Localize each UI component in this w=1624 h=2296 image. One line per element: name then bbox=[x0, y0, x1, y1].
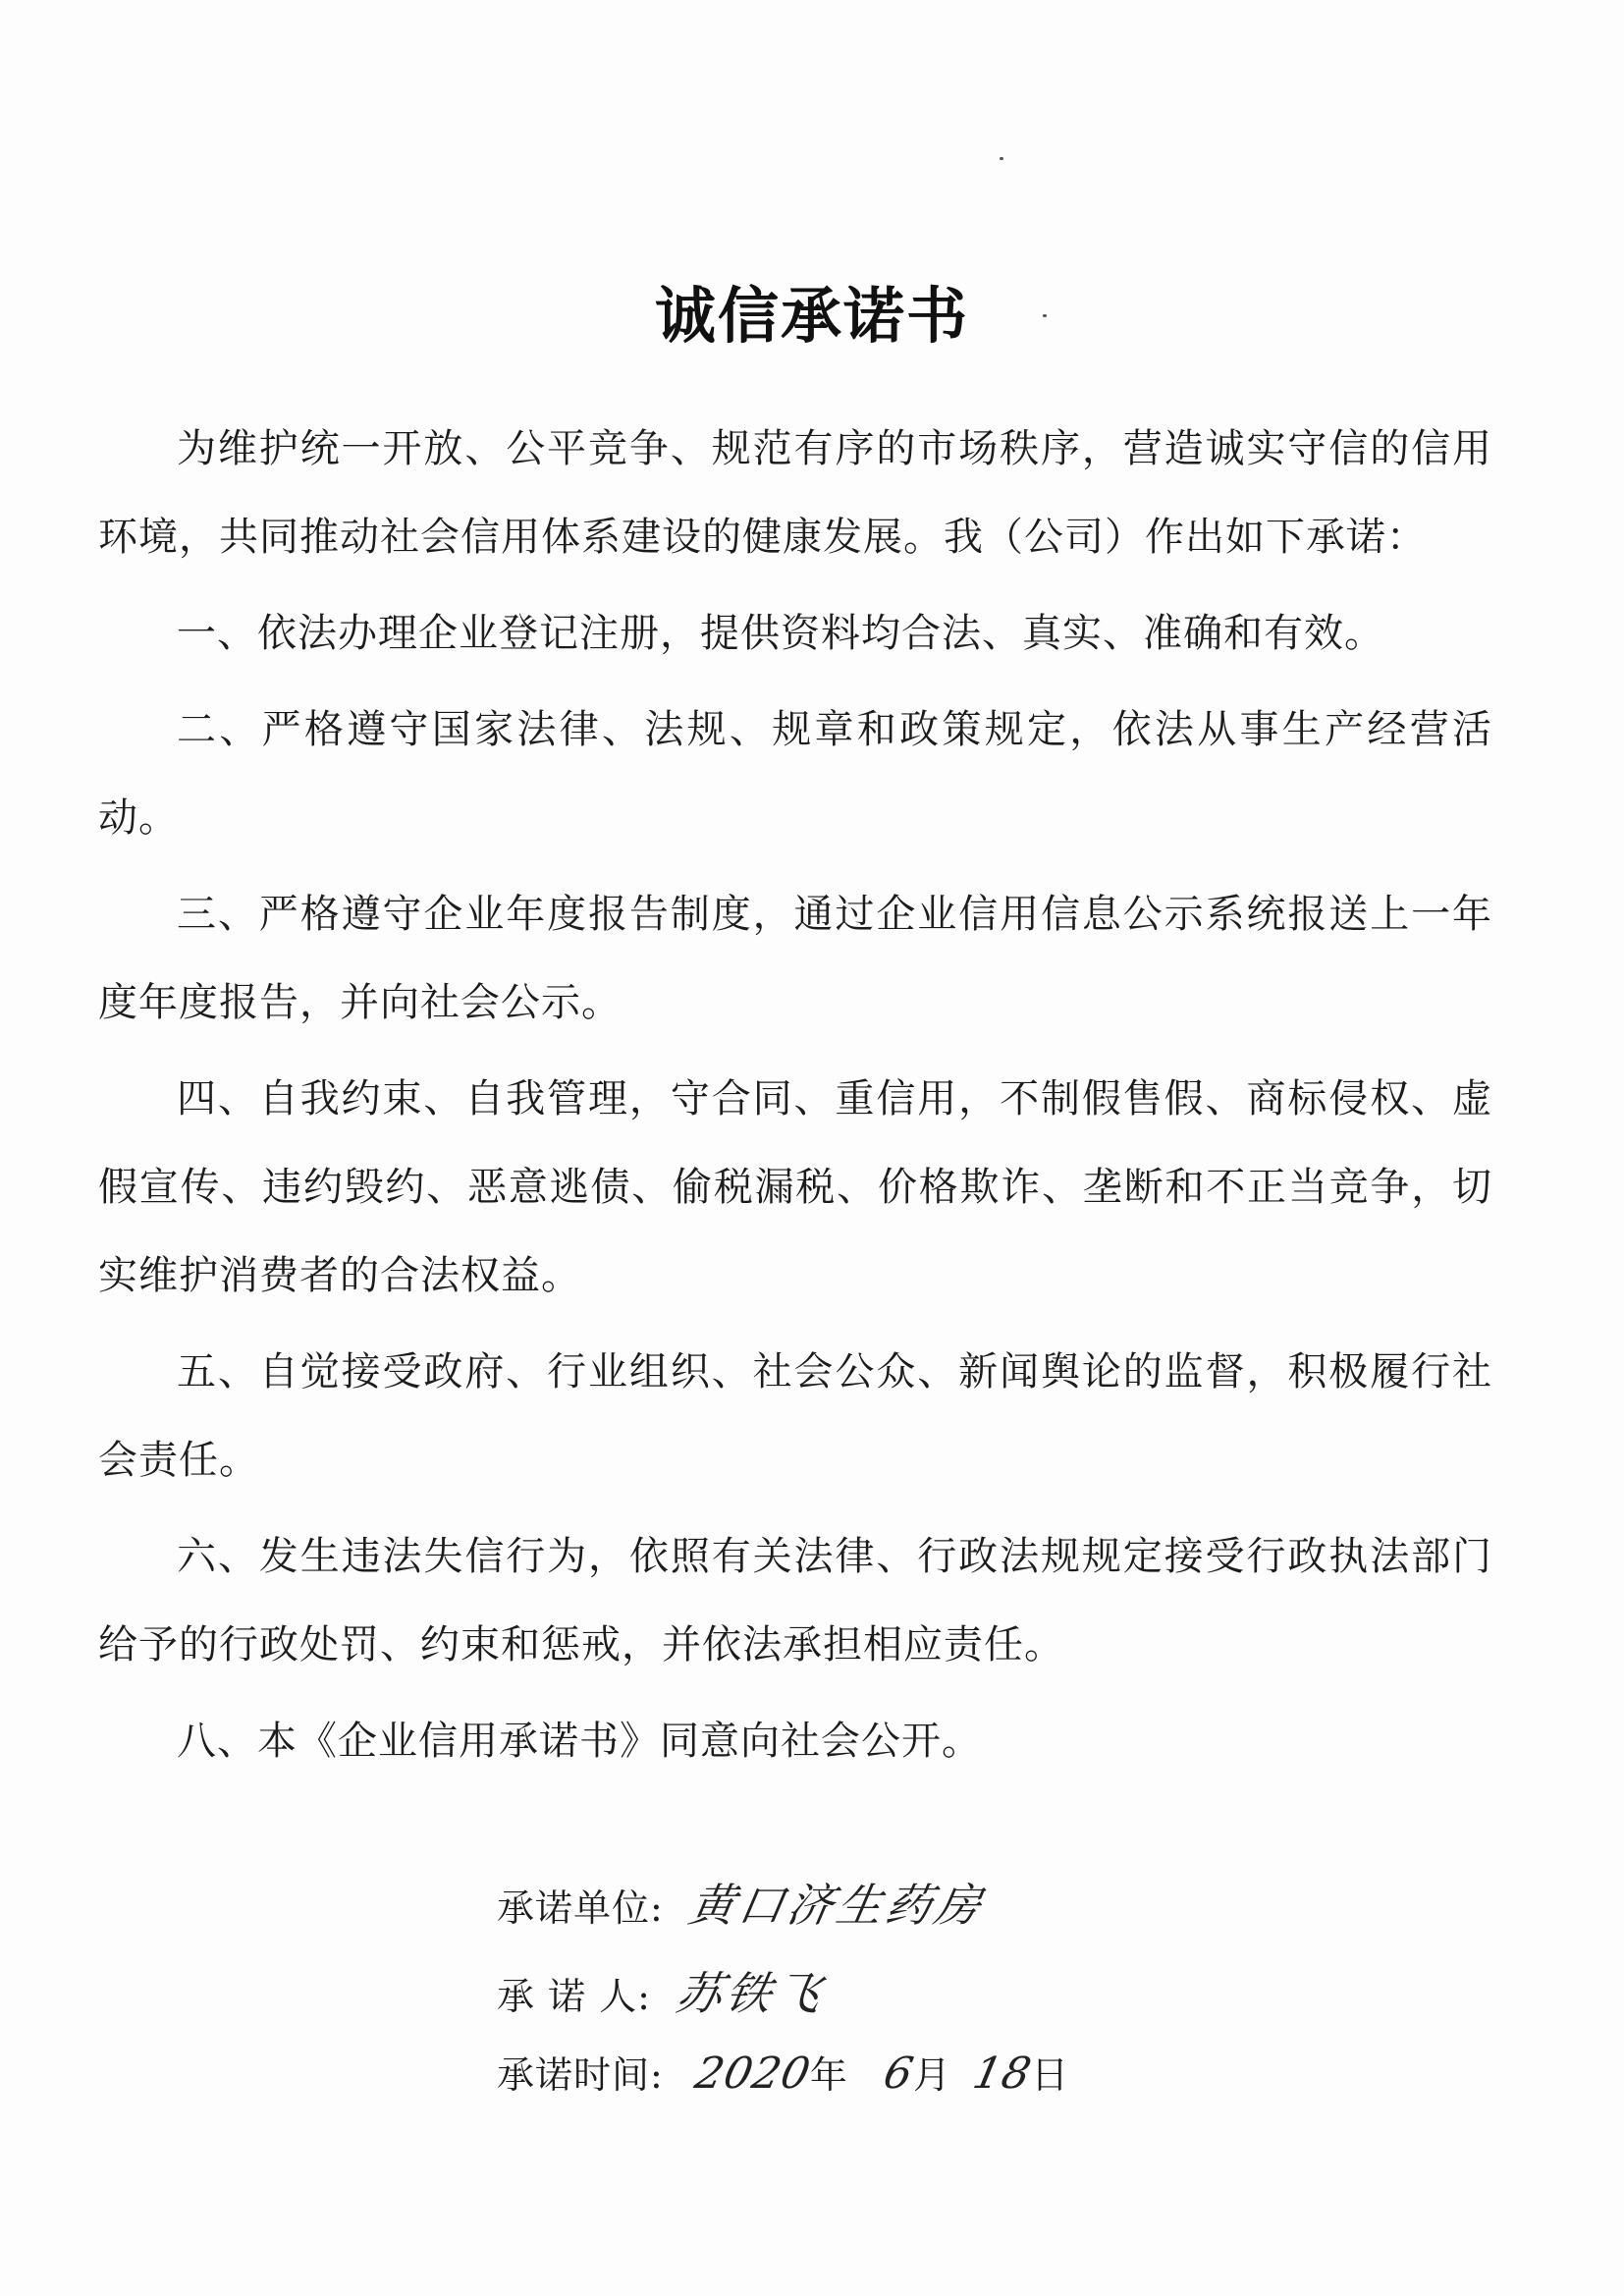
year-suffix: 年 bbox=[809, 2053, 848, 2097]
signature-unit-label: 承诺单位: bbox=[497, 1886, 664, 1930]
clause-3: 三、严格遵守企业年度报告制度，通过企业信用信息公示系统报送上一年度年度报告，并向社会公示。 bbox=[98, 892, 1492, 1025]
clause-8: 八、本《企业信用承诺书》同意向社会公开。 bbox=[177, 1719, 982, 1764]
clause-1: 一、依法办理企业登记注册，提供资料均合法、真实、准确和有效。 bbox=[177, 611, 1384, 656]
clause-6: 六、发生违法失信行为，依照有关法律、行政法规规定接受行政执法部门给予的行政处罚、约束和惩戒，并依法承担相应责任。 bbox=[98, 1534, 1492, 1667]
signature-unit-handwriting: 黄口济生药房 bbox=[684, 1879, 990, 1932]
signature-month: 6 bbox=[879, 2049, 919, 2099]
scan-speck bbox=[1043, 314, 1047, 317]
signature-person-row bbox=[497, 1958, 830, 2023]
clause-4: 四、自我约束、自我管理，守合同、重信用，不制假售假、商标侵权、虚假宣传、违约毁约、恶意逃债、偷税漏税、价格欺诈、垄断和不正当竞争，切实维护消费者的合法权益。 bbox=[98, 1076, 1492, 1298]
signature-year: 2020 bbox=[690, 2049, 816, 2099]
signature-time-label: 承诺时间: bbox=[497, 2053, 664, 2097]
signature-person-handwriting: 苏铁飞 bbox=[672, 1967, 830, 2020]
signature-day: 18 bbox=[968, 2049, 1037, 2099]
signature-unit-row bbox=[497, 1870, 990, 1935]
clause-5: 五、自觉接受政府、行业组织、社会公众、新闻舆论的监督，积极履行社会责任。 bbox=[98, 1349, 1492, 1483]
document-body bbox=[98, 405, 1492, 1785]
document-title: 诚信承诺书 bbox=[654, 280, 969, 352]
clause-2: 二、严格遵守国家法律、法规、规章和政策规定，依法从事生产经营活动。 bbox=[98, 707, 1492, 841]
month-suffix: 月 bbox=[913, 2053, 952, 2097]
signature-date-row bbox=[497, 2045, 1069, 2099]
intro-paragraph: 为维护统一开放、公平竞争、规范有序的市场秩序，营造诚实守信的信用环境，共同推动社会信用体系建设的健康发展。我（公司）作出如下承诺： bbox=[98, 426, 1492, 560]
signature-person-label: 承 诺 人: bbox=[497, 1975, 651, 2018]
scan-speck bbox=[1000, 157, 1003, 160]
day-suffix: 日 bbox=[1031, 2053, 1070, 2097]
